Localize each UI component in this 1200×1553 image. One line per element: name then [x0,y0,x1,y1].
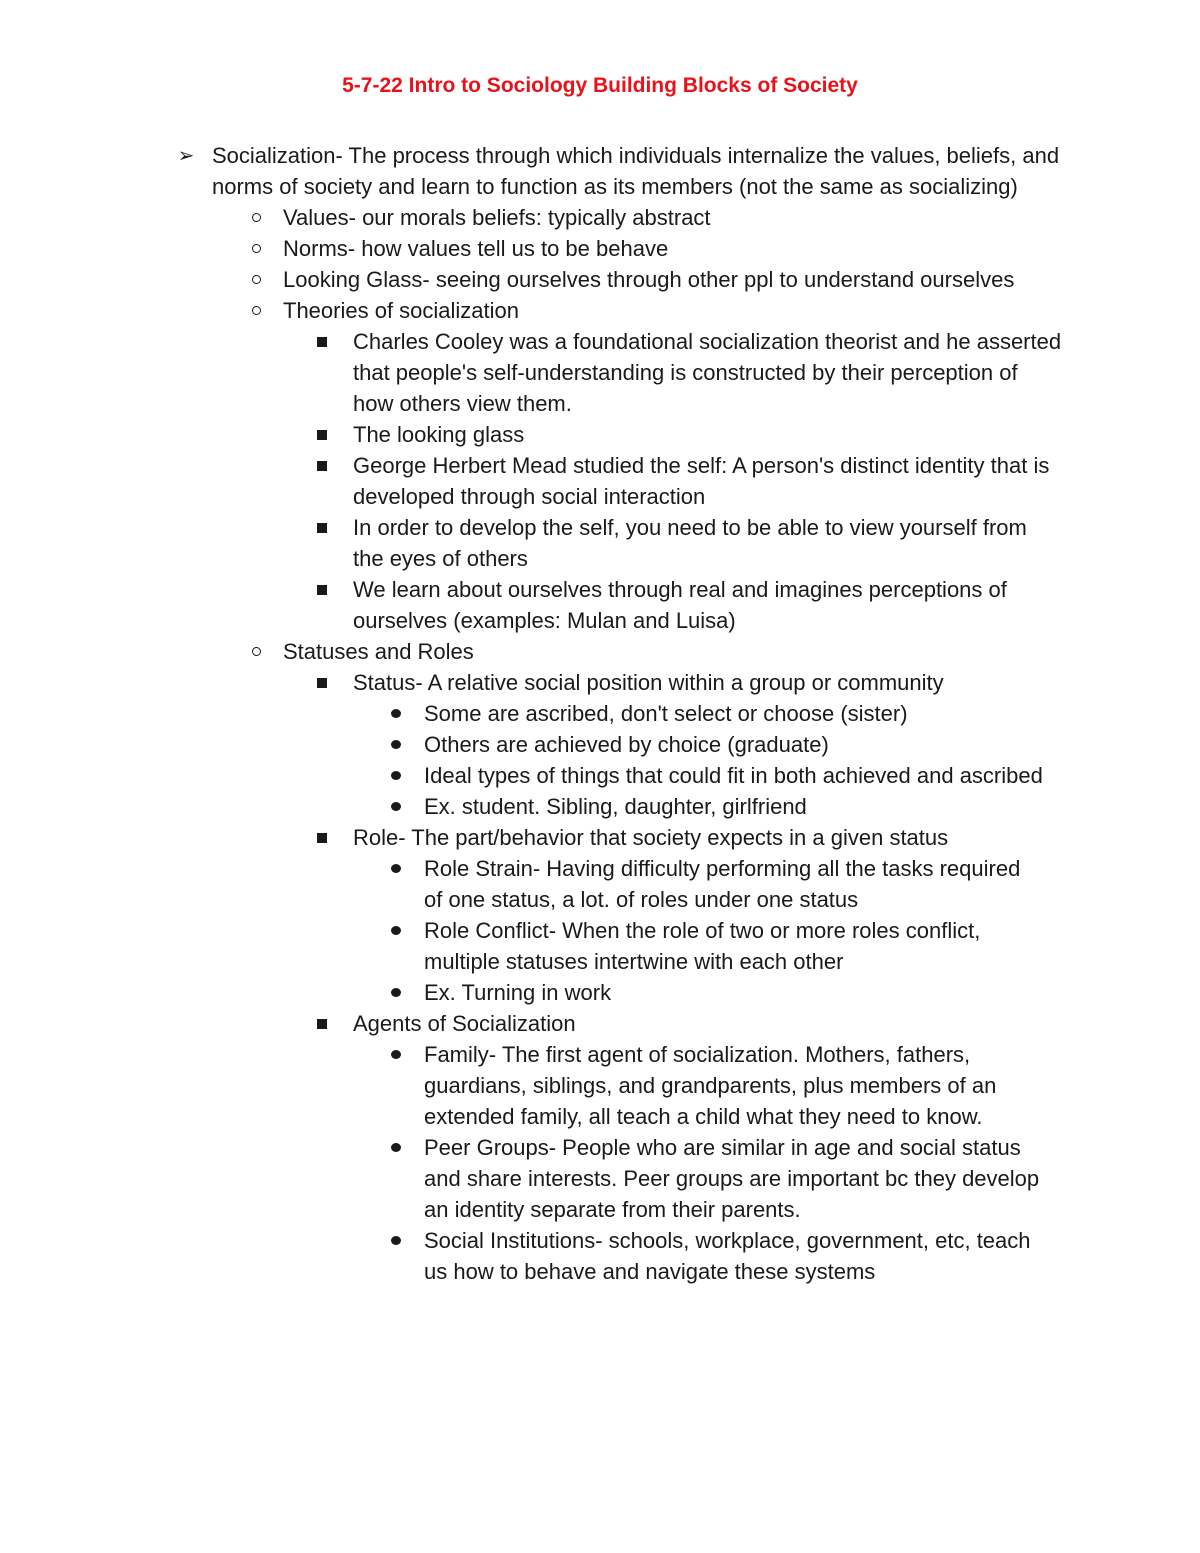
filled-circle-bullet-icon [391,926,401,935]
looking-glass-definition: Looking Glass- seeing ourselves through other ppl to understand ourselves [283,267,1015,292]
list-item [0,915,1200,977]
filled-square-bullet-icon [317,678,327,688]
list-item [0,264,1200,295]
status-item: Others are achieved by choice (graduate) [424,732,829,757]
agent-item: Peer Groups- People who are similar in age and social status and share interests. Peer groups are important bc they develop an identity separate from their parents. [424,1135,1040,1222]
list-item [0,853,1200,915]
hollow-circle-bullet-icon [252,213,261,222]
filled-circle-bullet-icon [391,740,401,749]
sublist-statuses [0,667,1200,1287]
filled-circle-bullet-icon [391,709,401,718]
theory-item: George Herbert Mead studied the self: A person's distinct identity that is developed through social interaction [353,453,1050,509]
list-item [0,1132,1200,1225]
statuses-heading: Statuses and Roles [283,639,474,664]
status-item: Ex. student. Sibling, daughter, girlfriend [424,794,807,819]
filled-square-bullet-icon [317,337,327,347]
hollow-circle-bullet-icon [252,306,261,315]
notes-outline [0,140,1200,1287]
list-item [0,698,1200,729]
sublist-socialization [0,202,1200,1287]
filled-square-bullet-icon [317,1019,327,1029]
filled-circle-bullet-icon [391,771,401,780]
list-item [0,295,1200,636]
filled-circle-bullet-icon [391,1143,401,1152]
sublist-status [0,698,1200,822]
filled-circle-bullet-icon [391,864,401,873]
sublist-agents [0,1039,1200,1287]
filled-circle-bullet-icon [391,1050,401,1059]
role-definition: Role- The part/behavior that society expects in a given status [353,825,949,850]
norms-definition: Norms- how values tell us to be behave [283,236,669,261]
list-item [0,202,1200,233]
list-item [0,419,1200,450]
role-item: Role Strain- Having difficulty performing all the tasks required of one status, a lot. of roles under one status [424,856,1021,912]
list-item [0,1225,1200,1287]
status-item: Ideal types of things that could fit in both achieved and ascribed [424,763,1043,788]
values-definition: Values- our morals beliefs: typically abstract [283,205,711,230]
list-item [0,729,1200,760]
list-item [0,233,1200,264]
agent-item: Social Institutions- schools, workplace, government, etc, teach us how to behave and navigate these systems [424,1228,1031,1284]
filled-circle-bullet-icon [391,1236,401,1245]
role-item: Role Conflict- When the role of two or more roles conflict, multiple statuses intertwine with each other [424,918,981,974]
hollow-circle-bullet-icon [252,244,261,253]
list-item [0,512,1200,574]
socialization-definition: Socialization- The process through which individuals internalize the values, beliefs, and norms of society and learn to function as its members (not the same as socializing) [212,143,1060,199]
agents-heading: Agents of Socialization [353,1011,576,1036]
filled-square-bullet-icon [317,523,327,533]
hollow-circle-bullet-icon [252,275,261,284]
list-item [0,1039,1200,1132]
list-item [0,760,1200,791]
status-item: Some are ascribed, don't select or choose (sister) [424,701,908,726]
role-item: Ex. Turning in work [424,980,612,1005]
status-definition: Status- A relative social position within a group or community [353,670,944,695]
sublist-theories [0,326,1200,636]
list-item [0,791,1200,822]
list-item [0,1008,1200,1287]
theory-item: We learn about ourselves through real and imagines perceptions of ourselves (examples: Mulan and Luisa) [353,577,1007,633]
list-item [0,636,1200,1287]
filled-square-bullet-icon [317,833,327,843]
filled-circle-bullet-icon [391,802,401,811]
arrowhead-bullet-icon: ➢ [177,143,195,167]
agent-item: Family- The first agent of socialization. Mothers, fathers, guardians, siblings, and grandparents, plus members of an extended family, all teach a child what they need to know. [424,1042,997,1129]
theories-heading: Theories of socialization [283,298,520,323]
list-item [0,977,1200,1008]
filled-square-bullet-icon [317,461,327,471]
sublist-role [0,853,1200,1008]
list-item [0,326,1200,419]
list-item [0,450,1200,512]
theory-item: In order to develop the self, you need to be able to view yourself from the eyes of others [353,515,1027,571]
filled-square-bullet-icon [317,585,327,595]
list-item [0,667,1200,822]
filled-circle-bullet-icon [391,988,401,997]
list-item [0,822,1200,1008]
filled-square-bullet-icon [317,430,327,440]
theory-item: Charles Cooley was a foundational socialization theorist and he asserted that people's self-understanding is constructed by their perception of how others view them. [353,329,1062,416]
hollow-circle-bullet-icon [252,647,261,656]
theory-item: The looking glass [353,422,525,447]
list-item [0,574,1200,636]
document-title: 5-7-22 Intro to Sociology Building Blocks of Society [342,74,858,97]
list-item [0,140,1200,1287]
